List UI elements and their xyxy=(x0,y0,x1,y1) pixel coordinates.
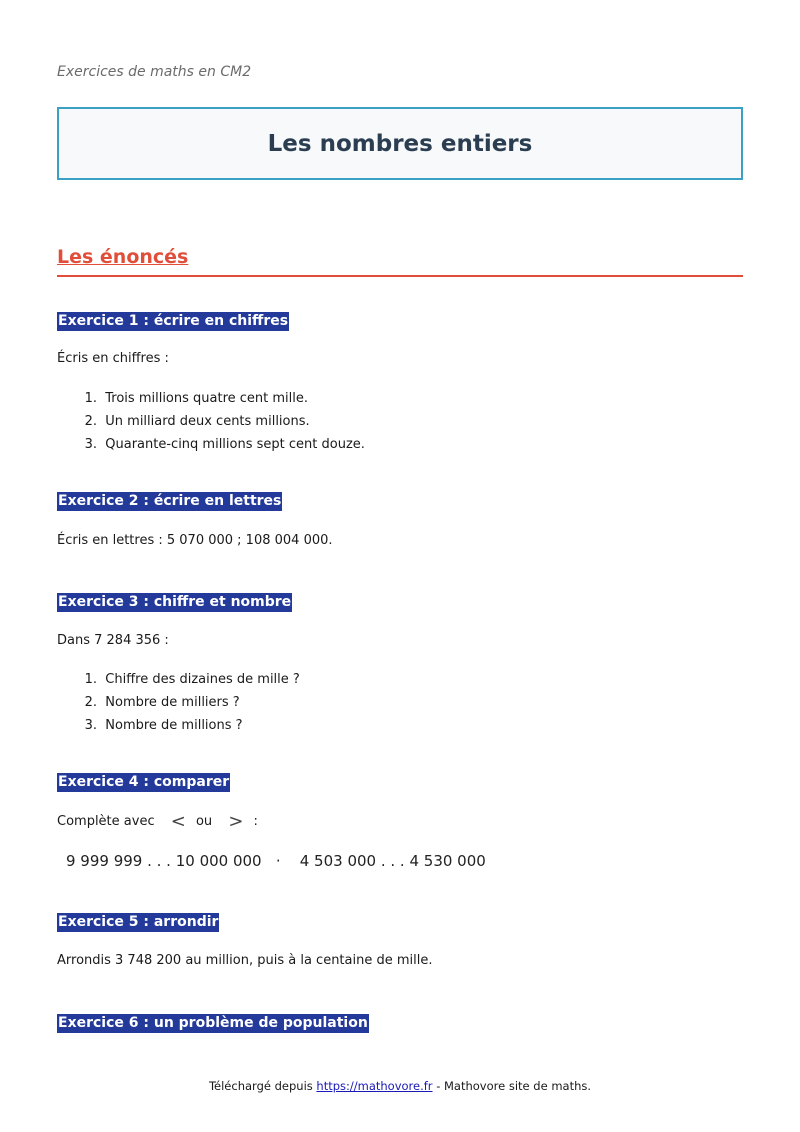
footer-link[interactable]: https://mathovore.fr xyxy=(316,1079,433,1093)
exercise-4-intro-before: Complète avec xyxy=(57,814,155,829)
list-item: 1. Trois millions quatre cent mille. xyxy=(84,391,309,406)
less-than-symbol: < xyxy=(170,811,186,832)
exercise-4-intro xyxy=(57,811,258,832)
exercise-6-heading: Exercice 6 : un problème de population xyxy=(58,1015,368,1031)
exercise-3-intro: Dans 7 284 356 : xyxy=(57,633,169,648)
exercise-5-intro: Arrondis 3 748 200 au million, puis à la centaine de mille. xyxy=(57,953,433,968)
exercise-1-intro: Écris en chiffres : xyxy=(57,351,169,366)
exercise-4-heading: Exercice 4 : comparer xyxy=(58,774,230,790)
footer xyxy=(0,1079,800,1093)
footer-suffix: - Mathovore site de maths. xyxy=(436,1079,592,1093)
exercise-3-list xyxy=(57,668,300,737)
exercise-1-list xyxy=(57,387,365,456)
exercise-2-heading: Exercice 2 : écrire en lettres xyxy=(58,493,282,509)
list-item: 2. Un milliard deux cents millions. xyxy=(84,414,310,429)
list-item: 3. Quarante-cinq millions sept cent douze. xyxy=(84,437,365,452)
greater-than-symbol: > xyxy=(228,811,244,832)
list-item: 3. Nombre de millions ? xyxy=(84,718,243,733)
exercise-1-heading: Exercice 1 : écrire en chiffres xyxy=(58,313,289,329)
exercise-3-heading: Exercice 3 : chiffre et nombre xyxy=(58,594,292,610)
footer-prefix: Téléchargé depuis xyxy=(208,1079,313,1093)
exercise-2-intro: Écris en lettres : 5 070 000 ; 108 004 000. xyxy=(57,533,333,548)
title-box xyxy=(57,107,743,180)
list-item: 2. Nombre de milliers ? xyxy=(84,695,240,710)
section-title xyxy=(57,246,743,277)
exercise-4-intro-after: : xyxy=(253,814,258,829)
comparison-expression: 9 999 999 . . . 10 000 000 · 4 503 000 . . . 4 530 000 xyxy=(66,852,486,870)
exercise-5-heading: Exercice 5 : arrondir xyxy=(58,914,219,930)
section-title-text: Les énoncés xyxy=(57,246,189,268)
exercise-4-intro-or: ou xyxy=(195,814,213,829)
document-header: Exercices de maths en CM2 xyxy=(57,64,252,80)
list-item: 1. Chiffre des dizaines de mille ? xyxy=(84,672,300,687)
page-title: Les nombres entiers xyxy=(267,130,533,157)
